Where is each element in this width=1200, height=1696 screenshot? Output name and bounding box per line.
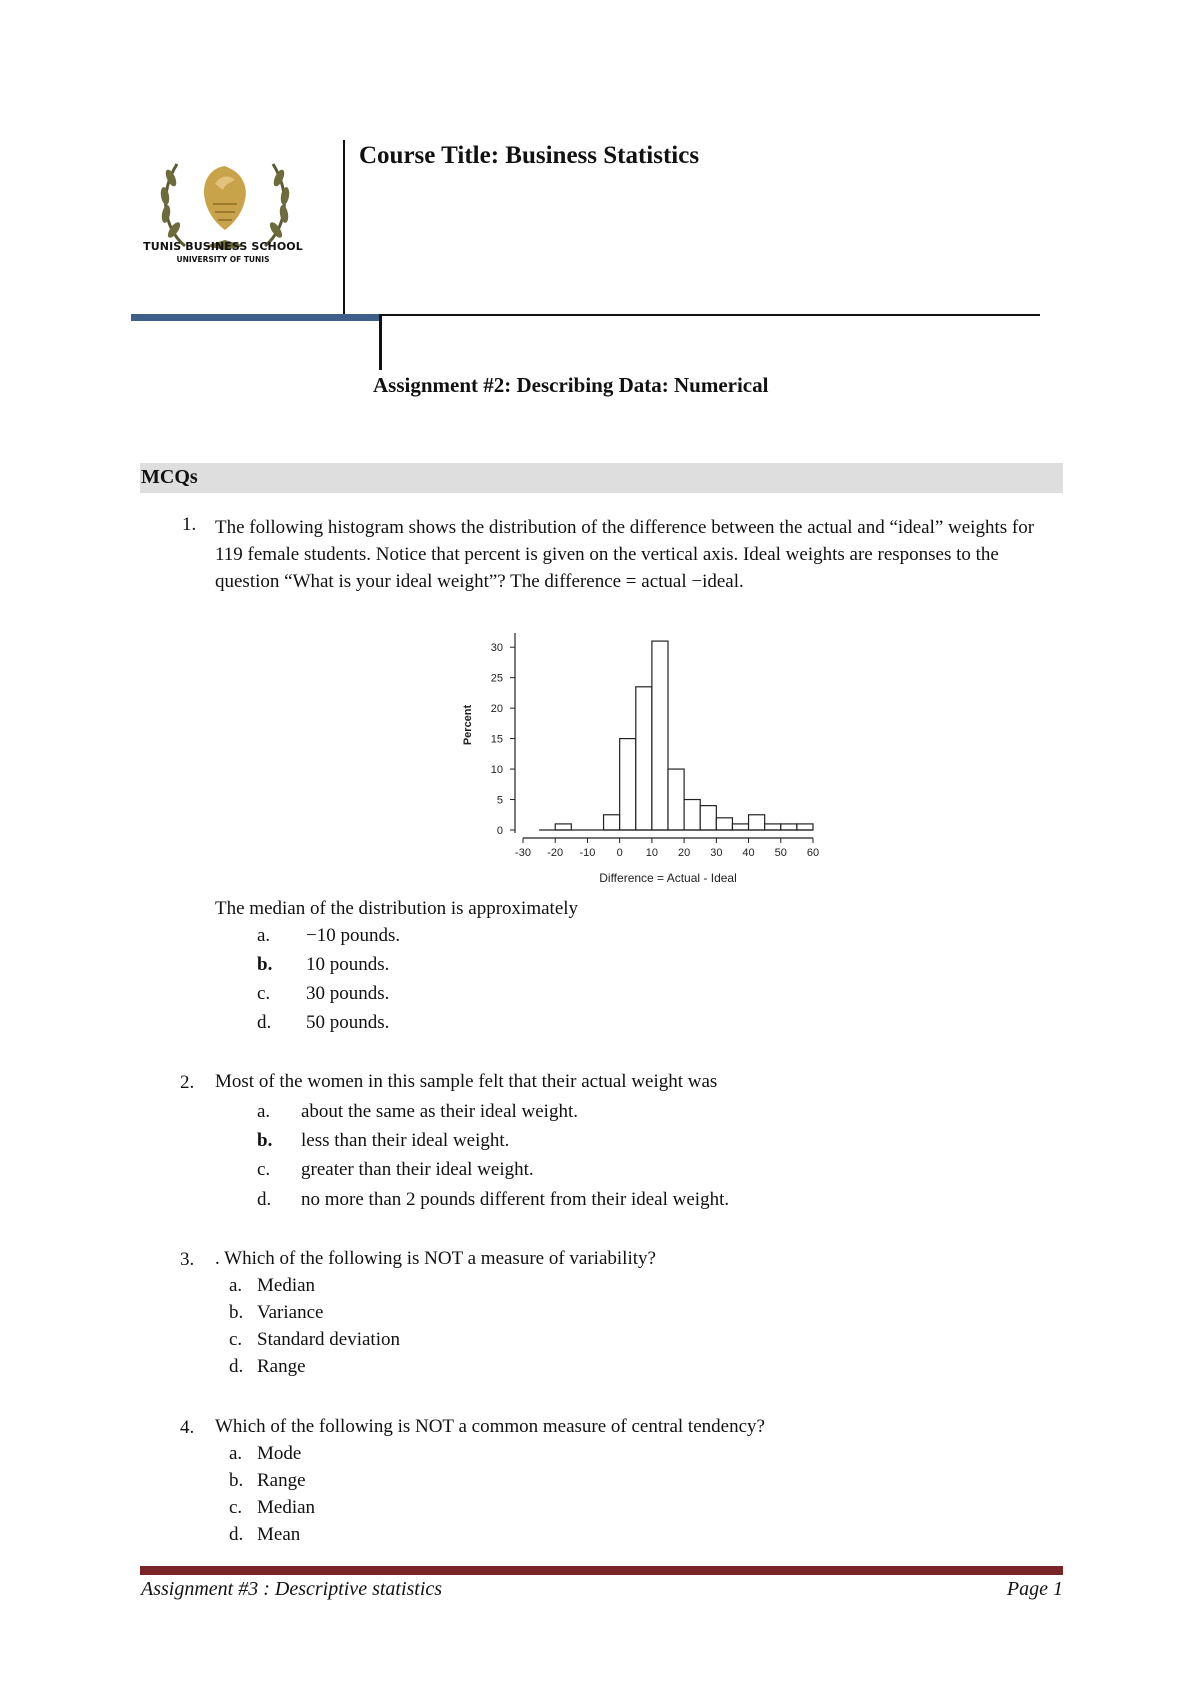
- x-tick-label: 60: [806, 847, 820, 859]
- option-text: Range: [257, 1356, 306, 1377]
- option-text: 10 pounds.: [306, 954, 390, 975]
- footer-rule: [140, 1566, 1063, 1575]
- option-letter: b.: [257, 1130, 273, 1151]
- histogram-bar: [636, 687, 652, 830]
- course-title: Course Title: Business Statistics: [359, 142, 700, 169]
- option-letter: d.: [257, 1012, 272, 1033]
- option-letter: c.: [229, 1329, 243, 1350]
- question-number: 2.: [180, 1072, 195, 1093]
- option-text: greater than their ideal weight.: [301, 1159, 534, 1180]
- x-tick-label: -10: [579, 847, 596, 859]
- histogram-bar: [749, 815, 765, 830]
- question-text: . Which of the following is NOT a measure of variability?: [215, 1248, 656, 1269]
- option-text: Mean: [257, 1524, 301, 1545]
- histogram-bar: [716, 818, 732, 830]
- x-tick-label: 30: [710, 847, 723, 859]
- section-bar: [140, 463, 1063, 493]
- option-letter: a.: [229, 1275, 243, 1296]
- y-tick-label: 20: [490, 703, 503, 716]
- option-letter: c.: [229, 1497, 243, 1518]
- y-tick-label: 5: [496, 794, 503, 807]
- header-rule: [381, 314, 1040, 316]
- x-axis-label: Difference = Actual - Ideal: [599, 871, 737, 885]
- option-text: less than their ideal weight.: [301, 1130, 510, 1151]
- option-text: 50 pounds.: [306, 1012, 390, 1033]
- histogram-bar: [732, 824, 748, 830]
- y-tick-label: 10: [490, 764, 503, 777]
- question-number: 3.: [180, 1249, 195, 1270]
- logo-school-name: TUNIS BUSINESS SCHOOL: [143, 240, 303, 253]
- histogram-bar: [765, 824, 781, 830]
- option-letter: d.: [229, 1356, 244, 1377]
- footer-page-number: Page 1: [1006, 1578, 1063, 1600]
- histogram-bar: [652, 641, 668, 830]
- option-letter: a.: [257, 1101, 271, 1122]
- option-text: Mode: [257, 1443, 302, 1464]
- histogram-bar: [700, 806, 716, 830]
- assignment-title: Assignment #2: Describing Data: Numerical: [373, 373, 769, 397]
- y-axis-label: Percent: [462, 704, 474, 746]
- histogram-bar: [684, 800, 700, 830]
- x-tick-label: 20: [677, 847, 691, 859]
- histogram-bar: [668, 769, 684, 830]
- y-tick-label: 15: [490, 733, 503, 746]
- y-tick-label: 25: [490, 672, 503, 685]
- question-text: Which of the following is NOT a common measure of central tendency?: [215, 1416, 765, 1437]
- option-letter: b.: [229, 1302, 244, 1323]
- x-tick-label: 10: [645, 847, 659, 859]
- x-tick-label: -20: [547, 847, 564, 859]
- histogram-bar: [555, 824, 571, 830]
- footer-assignment-label: Assignment #3 : Descriptive statistics: [141, 1578, 443, 1600]
- question-number: 1.: [182, 514, 197, 535]
- option-text: no more than 2 pounds different from their ideal weight.: [301, 1189, 730, 1210]
- option-letter: a.: [257, 925, 271, 946]
- option-text: Median: [257, 1275, 316, 1296]
- x-tick-label: -30: [515, 847, 531, 859]
- question-text: The following histogram shows the distribution of the difference between the actual and “ideal” weights for 119 female students. Notice that percent is given on the vertical axis. Ideal weights are responses to the question “What is your ideal weight”? The difference = actual −ideal.: [215, 517, 1035, 592]
- question-number: 4.: [180, 1417, 195, 1438]
- option-letter: a.: [229, 1443, 243, 1464]
- histogram-chart: [455, 625, 835, 885]
- x-tick-label: 50: [774, 847, 787, 859]
- option-letter: b.: [257, 954, 273, 975]
- option-text: 30 pounds.: [306, 983, 390, 1004]
- option-text: Median: [257, 1497, 316, 1518]
- logo-university-name: UNIVERSITY OF TUNIS: [176, 255, 270, 264]
- option-letter: d.: [257, 1189, 272, 1210]
- histogram-bar: [604, 815, 620, 830]
- option-text: Range: [257, 1470, 306, 1491]
- option-letter: b.: [229, 1470, 244, 1491]
- header-divider-vertical-lower: [379, 314, 382, 370]
- y-tick-label: 0: [496, 825, 503, 837]
- option-text: −10 pounds.: [306, 925, 401, 946]
- x-tick-label: 40: [742, 847, 755, 859]
- option-letter: c.: [257, 983, 271, 1004]
- option-letter: c.: [257, 1159, 271, 1180]
- question-text: Most of the women in this sample felt that their actual weight was: [215, 1071, 718, 1092]
- x-tick-label: 0: [616, 847, 623, 859]
- option-text: about the same as their ideal weight.: [301, 1101, 578, 1122]
- y-tick-label: 30: [490, 642, 503, 655]
- histogram-bar: [781, 824, 797, 830]
- section-label: MCQs: [141, 466, 198, 488]
- histogram-bar: [797, 824, 813, 830]
- option-text: Standard deviation: [257, 1329, 400, 1350]
- question-prompt: The median of the distribution is approximately: [215, 898, 579, 919]
- header-accent-bar: [131, 314, 381, 321]
- option-text: Variance: [257, 1302, 324, 1323]
- option-letter: d.: [229, 1524, 244, 1545]
- header-divider-vertical: [343, 140, 345, 316]
- histogram-bar: [620, 739, 636, 830]
